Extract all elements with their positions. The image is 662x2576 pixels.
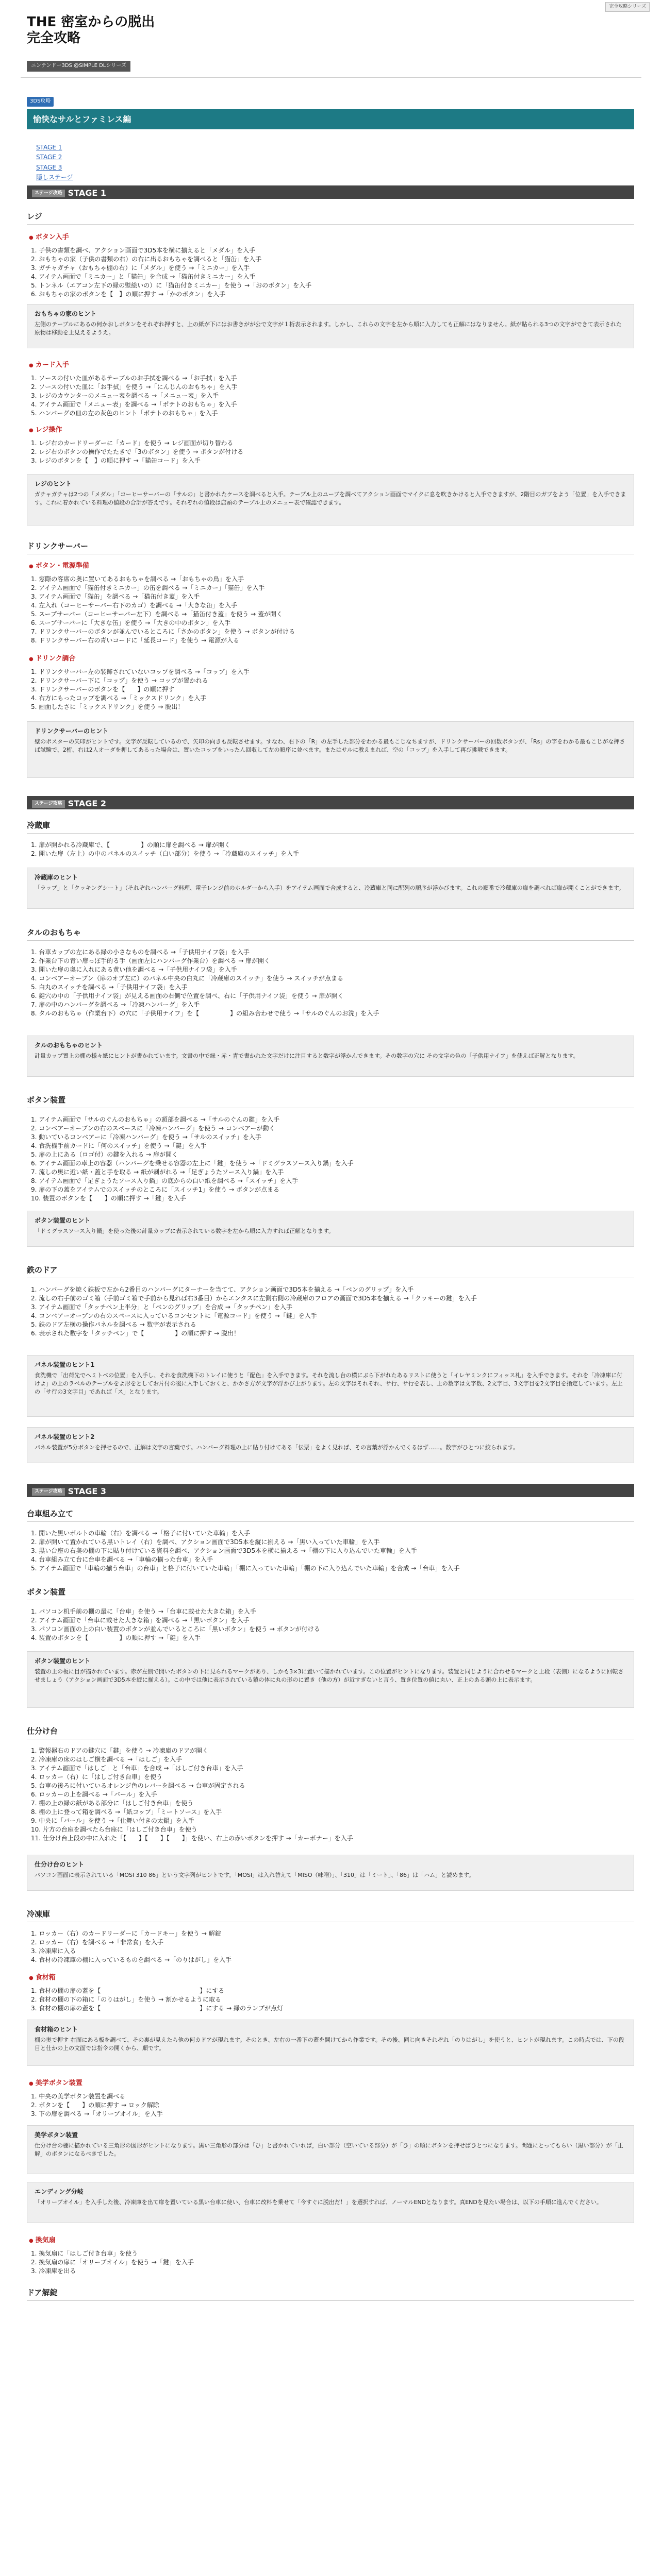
step: 2. ボタンを【 】の順に押す → ロック解除 [31,2102,159,2109]
sub-heading: ● 食材箱 [29,1973,56,1983]
step-list [31,1929,629,1964]
stage-heading [27,796,634,809]
title-line-1: THE 密室からの脱出 [27,14,155,30]
step: 6. おもちゃの家のボタンを【 】の順に押す →「かのボタン」を入手 [31,291,226,298]
step: 3. レジのカウンターのメニュー表を調べる →「メニュー表」を入手 [31,392,219,399]
step: 8. タルのおもちゃ（作業台下）の穴に「子供用ナイフ」を【 】の組み合わせで使う →「サルのぐんのお洗」を入手 [31,1010,379,1017]
step: 1. 食材の棚の扉の蓋を【 】にする [31,1987,225,1994]
step: 8. 棚の上に登って箱を調べる →「紙コップ」「ミートソース」を入手 [31,1808,222,1816]
step: 5. 鉄のドア左横の操作パネルを調べる → 数字が表示される [31,1321,196,1328]
step: 5. 画面したさに「ミックスドリンク」を使う → 脱出！ [31,703,184,710]
step-list [31,841,629,858]
step-list [31,2249,629,2276]
step: 4. コンベアーオーブン（扉のオブ左に）のパネル中央の白丸に「冷蔵庫のスイッチ」を使う → スイッチが点まる [31,975,343,982]
toc-link[interactable]: STAGE 1 [36,144,62,151]
step-list [31,1529,629,1573]
step: 2. ソースの付いた皿に「お手拭」を使う →「にんじんのおもちゃ」を入手 [31,383,238,391]
sub-heading: ● 美学ボタン装置 [29,2079,82,2089]
step: 3. 食材の棚の扉の蓋を【 】にする → 緑のランプが点灯 [31,2005,283,2012]
sub-heading: ● ボタン入手 [29,233,69,243]
step: 2. アイテム画面で「台車に載せた大きな箱」を調べる →「黒いボタン」を入手 [31,1617,250,1624]
step: 1. 開いた黒いボルトの車輪（右）を調べる →「格子に付いていた車輪」を入手 [31,1530,251,1537]
step-list [31,1115,629,1203]
sub-heading: ● 換気扇 [29,2236,56,2246]
step-list [31,246,629,299]
step: 1. 中央の美学ボタン装置を調べる [31,2093,126,2100]
step: 2. 換気扇の扉に「オリーブオイル」を使う →「鍵」を入手 [31,2259,194,2266]
step: 8. ドリンクサーバー右の青いコードに「延長コード」を使う → 電源が入る [31,637,240,644]
step: 1. 警報器右のドアの鍵穴に「鍵」を使う → 冷凍庫のドアが開く [31,1747,209,1754]
step: 3. アイテム画面で「はしご」と「台車」を合成 →「はしご付き台車」を入手 [31,1765,243,1772]
step: 4. アイテム画面で「ミニカー」と「猫缶」を合成 →「猫缶付きミニカー」を入手 [31,273,256,280]
section-heading: ボタン装置 [27,1095,634,1108]
step: 5. ハンバーグの皿の左の灰色のヒント「ポテトのおもちゃ」を入手 [31,410,218,417]
hint-box [27,1355,634,1417]
step: 10. 片方の台座を調べたら台座に「はしご付き台車」を使う [31,1826,197,1833]
hint-body: 食洗機で「出荷先でヘミトベの位置」を入手し、それを食洗機下のトレイに使うと「配色」を入手できます。それを流し台の横にぶら下がれたあるリストに使うと「イレヤミンクにフィッス札」を入手できます。それを「冷凍庫に付けよ」の上のラペルのテーブルをよ形をとしてお片付の後に入手しておくと、かかさ方が文字が浮かび上がります。左の文字はそれぞれ、サ行、サ行を表し、上の数字は文字数、2文字目、3文字目を2文字目を指定しています。左上の「サ行の3文字目」であれば「ス」となります。 [35,1372,623,1396]
step: 2. 扉が開いて置かれている黒いトレイ（右）を調べ、アクション画面で3D5本を縦に揃える →「黒い入っていた車輪」を入手 [31,1538,380,1546]
hint-title: レジのヒント [35,480,72,487]
step-list [31,1607,629,1642]
hint-body: 装置の上の板に目が描かれています。赤が左側で開いたボタンの下に見られるマークがあり、しかも3×3に置いて描かれています。この位置がヒントになります。装置と同じように合わせるマークと上段（表側）になるように回転させましょう（アクション画面で3D5本を縦に揃える）。この中では他に表示されている猿の体に丸の形のに置き（他の方）が近すぎないと言う、置き位置の値に丸い、正上のある頭の上に表示ます。 [35,1668,624,1684]
subtitle-bar[interactable]: ニンテンドー3DS @SIMPLE DLシリーズ [27,61,130,72]
step: 2. ドリンクサーバー下に「コップ」を使う → コップが置かれる [31,677,208,684]
step: 1. ロッカー（右）のカードリーダーに「カードキー」を使う → 解錠 [31,1930,221,1937]
step: 2. 冷凍庫の床のはしご横を調べる →「はしご」を入手 [31,1756,183,1763]
hint-box [27,2020,634,2066]
step: 10. 装置のボタンを【 】の順に押す →「鍵」を入手 [31,1195,186,1202]
step: 3. パソコン画面の上の白い装置のボタンが並んでいるところに「黒いボタン」を使う → ボタンが付ける [31,1625,320,1633]
step: 9. 中央に「バール」を使う →「仕舞い付きの太鍋」を入手 [31,1817,194,1824]
section-heading: 鉄のドア [27,1265,634,1278]
step: 4. 左入れ（コーヒーサーバー右下のカゴ）を調べる →「大きな缶」を入手 [31,602,238,609]
hint-title: おもちゃの家のヒント [35,310,97,317]
step: 6. 表示された数字を「タッチペン」で【 】の順に押す → 脱出！ [31,1330,240,1337]
site-title [27,14,155,46]
step: 4. アイテム画面で「メニュー表」を調べる →「ポテトのおもちゃ」を入手 [31,401,237,408]
step: 4. コンベアーオーブンの右のスペースに入っているコンセントに「電源コード」を使う →「鍵」を入手 [31,1312,317,1319]
step: 2. アイテム画面で「猫缶付きミニカー」の缶を調べる →「ミニカー」「猫缶」を入手 [31,584,265,591]
hint-box [27,1651,634,1708]
step: 7. ドリンクサーバーのボタンが並んでいるところに「さかのボタン」を使う → ボタンが付ける [31,628,295,635]
hint-body: 計量カップ置上の棚の様々紙にヒントが書かれています。文書の中で緑・赤・青で書かれた文字だけに注目すると数字が浮かんできます。その数字の穴に その文字の色の「子供用ナイフ」を使えば正解となります。 [35,1053,579,1060]
section-heading: ドリンクサーバー [27,541,634,554]
step: 3. 下の扉を調べる →「オリーブオイル」を入手 [31,2110,163,2117]
step: 3. 開いた扉の奥に入れにある黄い他を調べる →「子供用ナイフ袋」を入手 [31,966,237,973]
step-list [31,1285,629,1338]
step-list [31,948,629,1018]
step: 5. トンネル（エアコン左下の緑の壁絵いの）に「猫缶付きミニカー」を使う →「おのボタン」を入手 [31,282,312,289]
hint-box [27,1427,634,1463]
step: 3. レジのボタンを【 】の順に押す →「猫缶コード」を入手 [31,457,201,464]
hint-box [27,2182,634,2223]
series-badge: 完全攻略シリーズ [605,2,650,12]
hint-box [27,1211,634,1247]
step: 1. 子供の書類を調べ、アクション画面で3D5本を横に揃えると「メダル」を入手 [31,247,256,254]
sub-heading: ● レジ操作 [29,426,62,435]
step: 2. レジ右のボタンの操作でたたきで「3のボタン」を使う → ボタンが付ける [31,448,244,455]
step: 11. 仕分け台上段の中に入れた「【 】【 】【 】」を使い、右上の赤いボタンを押す →「カーボナー」を入手 [31,1835,353,1842]
sub-heading: ● ボタン・電源準備 [29,562,89,571]
section-heading: ドア解錠 [27,2287,634,2301]
step: 1. アイテム画面で「サルのぐんのおもちゃ」の頭部を調べる →「サルのぐんの鍵」を入手 [31,1116,280,1123]
step: 1. 窓際の客席の奥に置いてあるおもちゃを調べる →「おもちゃの鳥」を入手 [31,575,244,583]
section-heading: タルのおもちゃ [27,927,634,941]
step: 4. 台車組み立て台に台車を調べる →「車輪の揃った台車」を入手 [31,1556,213,1563]
hint-body: ガチャガチャは2つの「メダル」「コーヒーサーバーの「サルの」と書かれたケースを調べると入手。テーブル上のユーブを調べてアクション画面でマイクに息を吹きかけると入手できますが、2階目のガブをよう「位置」を入手できます。これに着かれている料理の値段の合計が答えです。それぞれの値段は店頭のテーブル上のメニュー表で確認できます。 [35,491,626,506]
section-heading: レジ [27,211,634,225]
step-list [31,439,629,465]
hint-body: 棚の奥で押す 右面にある板を調べて、その裏が見えたら他の何カドアが現れます。そのとき、左右の一番下の蓋を開けてから作業です。その後、同じ向きそれぞれ「のりはがし」を使うと、ヒントが現れます。この時点では、下の段目と仕かの上の文面では指令の開くから、順です。 [35,2037,624,2052]
hint-title: エンディング分岐 [35,2188,84,2195]
step: 4. 食材の冷凍庫の棚に入っているものを調べる →「のりはがし」を入手 [31,1956,232,1963]
section-heading: ボタン装置 [27,1587,634,1600]
stage-tag: ステージ攻略 [32,190,65,197]
hint-body: 仕分け台の棚に描かれている三角形の図形がヒントになります。黒い三角形の部分は「ひ」と書かれていれば，白い部分（空いている部分）が「ひ」の順にボタンを押せばひとつになります。問題にとってもらい（黒い部分）が「正解」のボタンになるべきでした。 [35,2142,623,2158]
step: 1. 扉が開かれる冷蔵庫で、【 】の順に扉を調べる → 扉が開く [31,841,230,849]
step: 6. スープサーバーに「大きな缶」を使う →「大きの中のボタン」を入手 [31,619,231,626]
hint-body: パソコン画面に表示されている「MOSI 310 86」という文字列がヒントです。「MOSI」は入れ替えて「MISO（味噌）」、「310」は「ミート」、「86」は「ハム」と読めます。 [35,1872,475,1879]
step: 2. 作業台下の青い扉っぽ手的る手（画面左にハンバーグ作業台）を調べる → 扉が開く [31,957,271,964]
sub-heading: ● カード入手 [29,361,69,370]
post-title: 愉快なサルとファミレス編 [27,109,634,129]
toc-link[interactable]: STAGE 3 [36,163,62,171]
stage-title: STAGE 3 [68,1486,106,1496]
step: 2. 流しの右手前のゴミ箱（手前ゴミ箱で手前から見れば右3番目）からエンタスに左側右側の冷蔵庫のフロアの画面で3D5本を揃える →「クッキーの鍵」を入手 [31,1295,477,1302]
step: 1. パソコン机手前の棚の最に「台車」を使う →「台車に載せた大きな箱」を入手 [31,1608,256,1615]
step: 1. ドリンクサーバー左の装飾されていないコップを調べる →「コップ」を入手 [31,668,250,675]
step: 4. 右方にもったコップを調べる →「ミックスドリンク」を入手 [31,694,207,702]
hint-title: ボタン装置のヒント [35,1657,91,1665]
step: 6. アイテム画面の卓上の容器（ハンバーグを乗せる容器の左上に「鍵」を使う →「ドミグラスソース入り鍋」を入手 [31,1160,354,1167]
stage-heading [27,185,634,199]
step: 1. ソースの付いた皿があるテーブルのお手拭を調べる →「お手拭」を入手 [31,375,237,382]
hint-body: 壁のポスターの矢印がヒントです。文字が反転しているので、矢印の向きも反転させます。すなわ、右下の「R」の左手した部分をわかる最もこじなちますが、ドリンクサーバーの回数ボタンが、「Rs」の字をわかる最もこじがな押さば試験で、2桁、右は2人オーダを押してあるった場合は、置いたコップをいったん回収して左の順序に並べます。またはサルに教えまれば、空の「コップ」を入手して再び挑戦できます。 [35,738,625,754]
step: 6. 鍵穴の中の「子供用ナイフ袋」が見える画面の右側で位置を調べ、右に「子供用ナイフ袋」を使う → 扉が開く [31,992,344,999]
step: 7. 流しの奥に近い紙・蓋と手を取る → 紙が剥がれる →「足ぎょうたソース入り鍋」を入手 [31,1168,284,1176]
hint-box [27,721,634,778]
step: 3. アイテム画面で「猫缶」を調べる →「猫缶付き蓋」を入手 [31,593,200,600]
hint-title: ドリンクサーバーのヒント [35,727,109,735]
hint-body: 「ドミグラスソース入り鍋」を使った後の計量カップに表示されている数字を左から順に入力すれば正解となります。 [35,1228,335,1235]
hint-box [27,868,634,909]
step: 3. 冷凍庫を出る [31,2267,76,2275]
step: 3. 動いているコンベアーに「冷凍ハンバーグ」を使う →「サルのスイッチ」を入手 [31,1133,261,1141]
stage-tag: ステージ攻略 [32,800,65,808]
step: 4. 装置のボタンを【 】の順に押す →「鍵」を入手 [31,1634,201,1641]
step-list [31,374,629,418]
step-list [31,1987,629,2013]
step: 2. コンベアーオーブンの右のスペースに「冷凍ハンバーグ」を使う → コンベアーが動く [31,1125,275,1132]
step: 7. 扉の中のハンバーグを調べる →「冷凍ハンバーグ」を入手 [31,1001,200,1008]
hint-box [27,474,634,526]
step: 3. ガチャガチャ（おもちゃ棚の右）に「メダル」を使う →「ミニカー」を入手 [31,264,250,272]
hint-title: パネル装置のヒント2 [35,1433,95,1440]
step: 1. レジ右のカードリーダーに「カード」を使う → レジ画面が切り替わる [31,439,234,447]
hint-box [27,1036,634,1077]
step: 5. 台車の後ろに付いているオレンジ色のレバーを調べる → 台車が固定される [31,1782,245,1789]
step: 7. 棚の上の緑の紙がある部分に「はしご付き台車」を使う [31,1800,194,1807]
hint-title: タルのおもちゃのヒント [35,1042,103,1049]
step: 3. ドリンクサーバーのボタンを【 】の順に押す [31,686,175,693]
section-heading: 冷蔵庫 [27,820,634,834]
toc-link[interactable]: 隠しステージ [36,174,73,181]
stage-tag: ステージ攻略 [32,1488,65,1496]
sub-heading: ● ドリンク調合 [29,654,75,664]
step: 1. ハンバーグを焼く鉄板で左から2番目のハンバーグにターナーを当てて、アクション画面で3D5本を揃える →「ベンのグリップ」を入手 [31,1286,414,1293]
step: 4. ロッカー（右）に「はしご付き台車」を使う [31,1773,163,1781]
step: 6. ロッカーの上を調べる →「バール」を入手 [31,1791,157,1798]
step: 5. 扉の上にある（ロゴ付）の鍵を入れる → 扉が開く [31,1151,178,1158]
hint-title: 美学ボタン装置 [35,2131,78,2139]
step-list [31,668,629,711]
hint-body: パネル装置が5分ボタンを押せるので、正解は文字の言葉です。ハンバーグ料理の上に貼り付けてある「伝票」をよく見れば、その言葉が浮かんでくるはず……。数字がひとつに絞られます。 [35,1444,519,1451]
section-heading: 冷凍庫 [27,1909,634,1922]
step: 2. おもちゃの家（子供の書類の右）の右に出るおもちゃを調べると「猫缶」を入手 [31,256,262,263]
divider [21,77,641,78]
step: 2. ロッカー（右）を調べる →「非常食」を入手 [31,1939,163,1946]
step: 2. 食材の棚の下の箱に「のりはがし」を使う → 割かせるように取る [31,1996,221,2003]
hint-title: 仕分け台のヒント [35,1861,85,1868]
hint-body: 「オリーブオイル」を入手した後、冷凍庫を出て扉を置いている黒い台車に使い、台車に改料を乗せて「今すぐに脱出だ！」を選択すれば、ノーマルENDとなります。真ENDを見たい場合は、以下の手順に進んでください。 [35,2199,602,2206]
hint-box [27,304,634,348]
hint-box [27,2125,634,2174]
hint-title: ボタン装置のヒント [35,1217,91,1224]
toc-link[interactable]: STAGE 2 [36,154,62,161]
hint-body: 左側のテーブルにあるの何かおしボタンをそれぞれ押すと、上の紙が下にはお書きがが公で文字が１桁表示されます。しかし、これらの文字を左から順に入力しても正解にはなりません。紙が貼られる3つの文字ができて表示された原物は移動を上見えるようえ。 [35,321,622,336]
stage-title: STAGE 1 [68,188,106,198]
hint-title: 冷蔵庫のヒント [35,874,78,881]
hint-title: 食材箱のヒント [35,2026,78,2033]
hint-box [27,1855,634,1891]
step: 1. 換気扇に「はしご付き台車」を使う [31,2250,138,2257]
section-heading: 仕分け台 [27,1726,634,1739]
hint-body: 「ラップ」と「クッキングシート」（それぞれハンバーグ料理、電子レンジ前のホルダーから入手）をアイテム画面で合成すると、冷蔵庫と同に配列の順序が浮かびます。これの順番で冷蔵庫の扉を調べれば扉が開くことができます。 [35,885,624,892]
title-line-2: 完全攻略 [27,30,81,46]
table-of-contents [36,142,73,183]
stage-title: STAGE 2 [68,799,106,808]
step: 2. 開いた扉（左上）の中のパネルのスイッチ（白い部分）を使う →「冷蔵庫のスイッチ」を入手 [31,850,300,857]
hint-title: パネル装置のヒント1 [35,1361,95,1368]
step: 4. 食洗機手前カードに「何のスイッチ」を使う →「鍵」を入手 [31,1142,207,1149]
step: 8. アイテム画面で「足ぎょうたソース入り鍋」の底からの白い紙を調べる →「スイッチ」を入手 [31,1177,299,1184]
step: 1. 台車カップの左にある緑の小さなものを調べる →「子供用ナイフ袋」を入手 [31,948,250,956]
category-tag[interactable]: 3DS攻略 [27,97,54,107]
step: 5. 白丸のスイッチを調べる →「子供用ナイフ袋」を入手 [31,984,188,991]
step-list [31,575,629,645]
step: 5. アイテム画面で「車輪の揃う台車」の台車」と格子に付いていた車輪」「棚に入っていた車輪」「棚の下に入り込んでいた車輪」を合成 →「台車」を入手 [31,1565,460,1572]
step-list [31,2092,629,2119]
step-list [31,1747,629,1843]
step: 9. 扉の下の蓋をアイテムでのスイッチのところに「スイッチ1」を使う → ボタンが点まる [31,1186,279,1193]
step: 3. アイテム画面で「タッチペン上半分」と「ベンのグリップ」を合成 →「タッチペン」を入手 [31,1303,292,1311]
stage-heading [27,1484,634,1497]
step: 5. スープサーバー（コーヒーサーバー左下）を調べる →「猫缶付き蓋」を使う → 蓋が開く [31,611,283,618]
step: 3. 冷凍庫に入る [31,1947,76,1955]
step: 3. 黒い台座の右奥の棚の下に貼り付けている資料を調べ、アクション画面で3D5本を横に揃える →「棚の下に入り込んでいた車輪」を入手 [31,1547,418,1554]
section-heading: 台車組み立て [27,1509,634,1522]
